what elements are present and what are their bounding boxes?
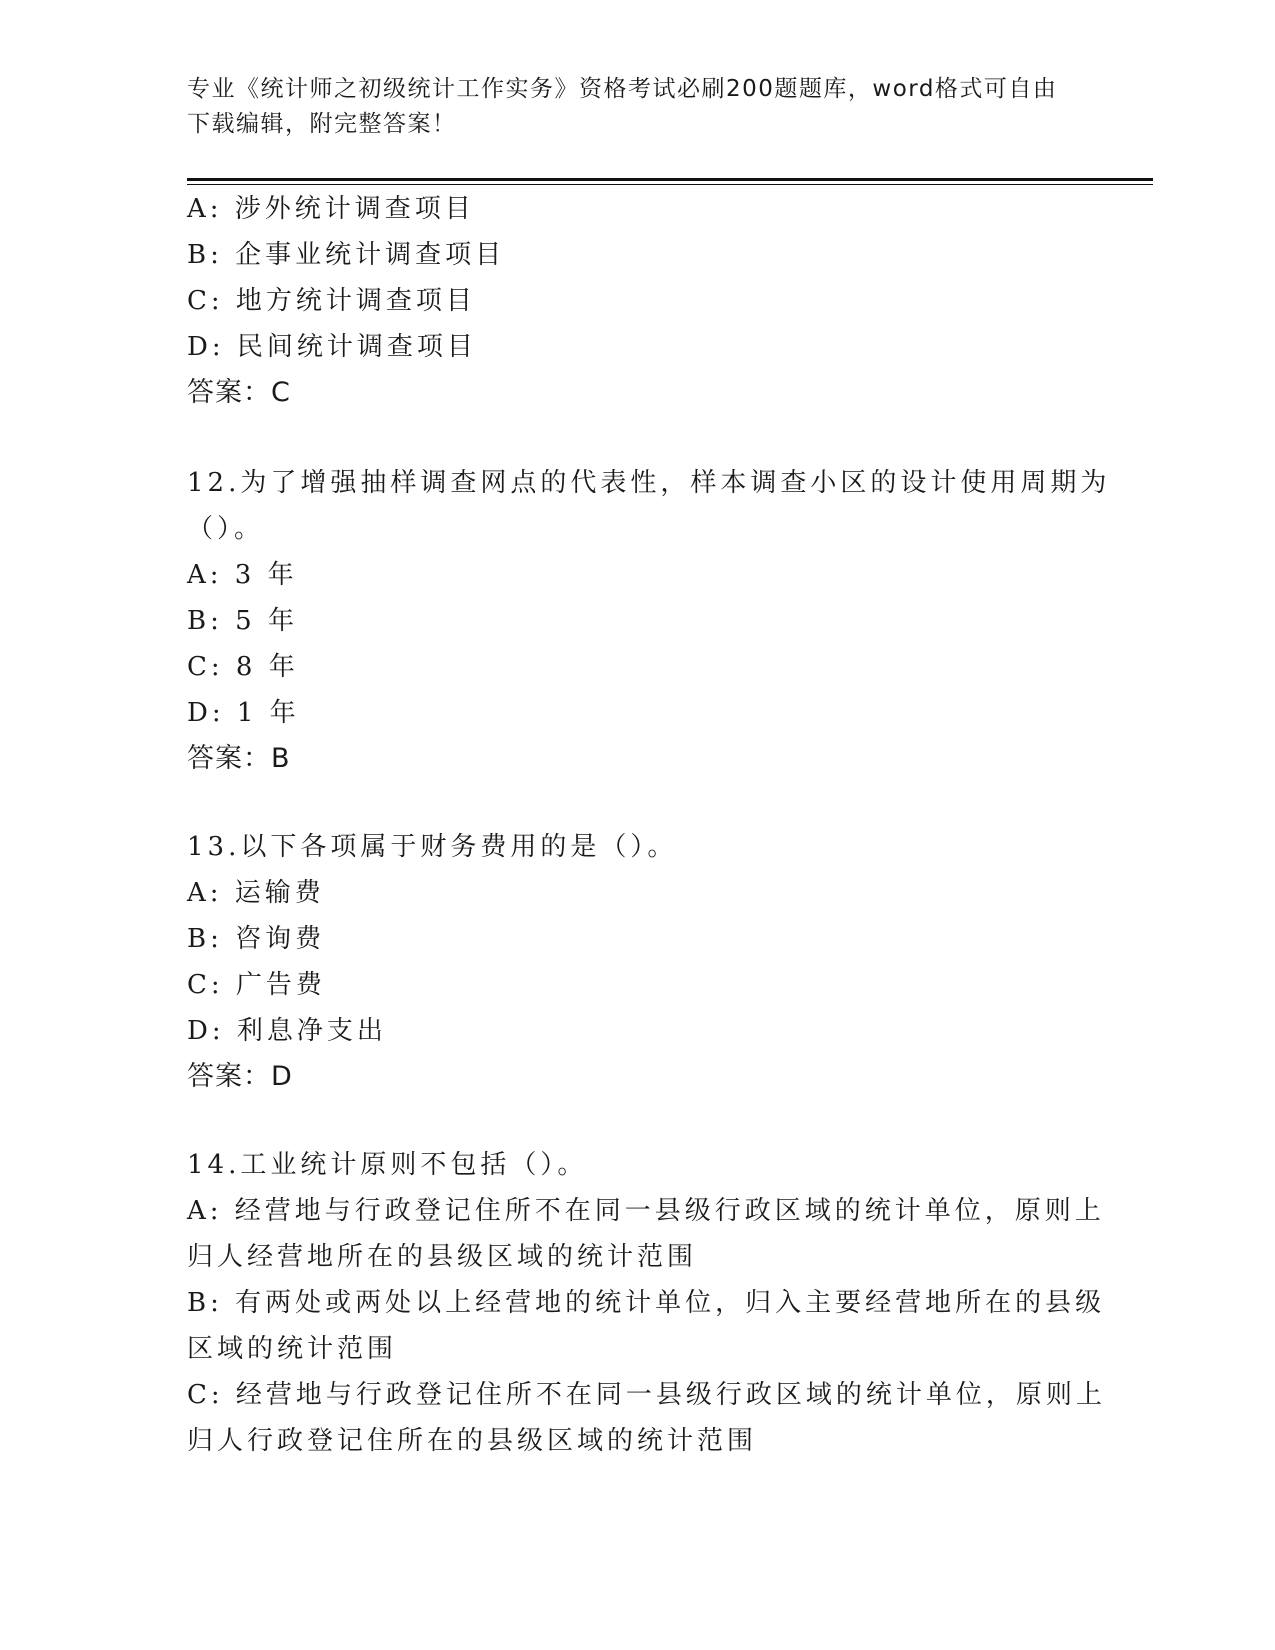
- question-text: 12.为了增强抽样调查网点的代表性，样本调查小区的设计使用周期为: [187, 468, 1111, 498]
- option-b: B: 企事业统计调查项目: [187, 240, 506, 270]
- header-line-2: 下载编辑，附完整答案！: [187, 111, 457, 137]
- option-a-continued: 归人经营地所在的县级区域的统计范围: [187, 1242, 698, 1272]
- option-c: C: 8 年: [187, 652, 299, 682]
- option-c: C: 经营地与行政登记住所不在同一县级行政区域的统计单位，原则上: [187, 1380, 1106, 1410]
- option-d: D: 利息净支出: [187, 1016, 387, 1046]
- option-a: A: 运输费: [187, 878, 325, 908]
- header-divider-thin: [187, 184, 1153, 185]
- question-text: 13.以下各项属于财务费用的是（）。: [187, 832, 678, 862]
- option-d: D: 民间统计调查项目: [187, 332, 477, 362]
- question-13-block: [187, 824, 1087, 1100]
- option-a: A: 涉外统计调查项目: [187, 194, 475, 224]
- option-b: B: 有两处或两处以上经营地的统计单位，归入主要经营地所在的县级: [187, 1288, 1106, 1318]
- option-a: A: 3 年: [187, 560, 298, 590]
- answer-label: 答案：B: [187, 743, 291, 774]
- option-c-continued: 归人行政登记住所在的县级区域的统计范围: [187, 1426, 758, 1456]
- option-c: C: 广告费: [187, 970, 326, 1000]
- question-11-block: [187, 186, 1087, 416]
- question-12-block: [187, 460, 1111, 782]
- option-b: B: 5 年: [187, 606, 298, 636]
- option-d: D: 1 年: [187, 698, 300, 728]
- option-b: B: 咨询费: [187, 924, 326, 954]
- document-header: [187, 72, 1067, 142]
- answer-label: 答案：C: [187, 377, 291, 408]
- question-14-block: [187, 1142, 1106, 1464]
- option-b-continued: 区域的统计范围: [187, 1334, 398, 1364]
- header-divider-thick: [187, 178, 1153, 181]
- option-a: A: 经营地与行政登记住所不在同一县级行政区域的统计单位，原则上: [187, 1196, 1105, 1226]
- answer-label: 答案：D: [187, 1061, 293, 1092]
- header-line-1: 专业《统计师之初级统计工作实务》资格考试必刷200题题库，word格式可自由: [187, 76, 1058, 102]
- option-c: C: 地方统计调查项目: [187, 286, 476, 316]
- question-text: 14.工业统计原则不包括（）。: [187, 1150, 588, 1180]
- question-text-continued: （）。: [187, 514, 265, 544]
